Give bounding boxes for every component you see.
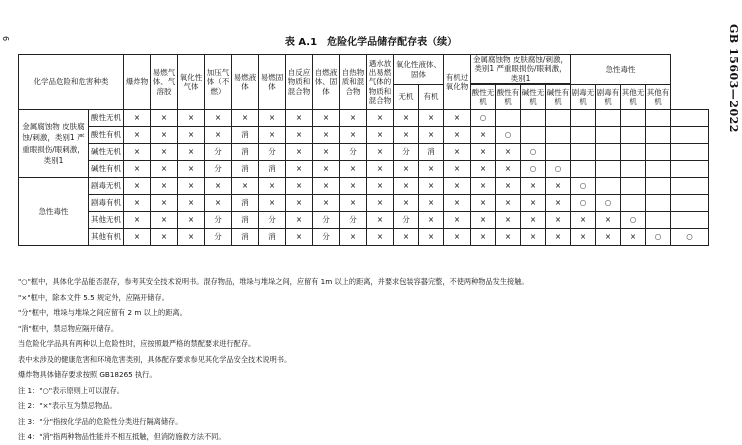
table-cell: ×	[178, 127, 205, 144]
table-cell: ○	[646, 229, 671, 246]
table-cell: 消	[259, 161, 286, 178]
table-cell: 消	[232, 229, 259, 246]
table-cell: ×	[546, 212, 571, 229]
table-cell: ×	[205, 178, 232, 195]
table-cell: ×	[394, 178, 419, 195]
note-line: 注 1："○"表示原则上可以混存。	[18, 385, 124, 395]
table-cell	[621, 161, 646, 178]
table-cell: ×	[124, 144, 151, 161]
table-row	[19, 178, 709, 195]
row-label: 剧毒有机	[89, 195, 124, 212]
col-header-self-reactive: 自反应物质和混合物	[286, 55, 313, 110]
table-cell: 分	[394, 212, 419, 229]
table-cell: ×	[546, 229, 571, 246]
table-cell: ×	[232, 110, 259, 127]
table-cell: 消	[232, 161, 259, 178]
table-cell: ×	[313, 161, 340, 178]
table-cell	[596, 178, 621, 195]
table-cell: ×	[178, 195, 205, 212]
note-line: 爆炸物具体储存要求按照 GB18265 执行。	[18, 370, 157, 379]
table-cell	[621, 127, 646, 144]
table-cell: ×	[419, 161, 444, 178]
note-line: "分"框中，堆垛与堆垛之间应留有 2 m 以上的距离。	[18, 308, 187, 317]
table-row	[19, 229, 709, 246]
table-cell: ×	[124, 212, 151, 229]
table-cell: ×	[151, 229, 178, 246]
table-cell: ×	[546, 178, 571, 195]
row-group-label: 金属腐蚀物 皮肤腐蚀/刺激，类别1 严重眼损伤/眼刺激，类别1	[19, 110, 89, 178]
col-header-oxidizer: 氧化性液体、固体	[394, 55, 444, 85]
table-cell: ○	[571, 178, 596, 195]
table-cell: ○	[571, 195, 596, 212]
table-title: 表 A.1 危险化学品储存配存表（续）	[284, 37, 458, 48]
table-row	[19, 195, 709, 212]
table-cell: ×	[205, 110, 232, 127]
table-cell: ×	[124, 229, 151, 246]
table-cell: ×	[471, 161, 496, 178]
table-cell: 分	[205, 144, 232, 161]
table-cell: ×	[496, 195, 521, 212]
table-cell: ×	[496, 178, 521, 195]
table-cell: 分	[313, 229, 340, 246]
table-cell: ×	[496, 144, 521, 161]
table-cell	[621, 178, 646, 195]
table-cell: ×	[471, 229, 496, 246]
table-cell	[671, 110, 709, 127]
storage-compatibility-table	[18, 54, 709, 246]
table-cell	[596, 161, 621, 178]
table-cell: ×	[394, 110, 419, 127]
table-cell: ×	[340, 178, 367, 195]
table-cell: ×	[367, 229, 394, 246]
table-cell: ×	[419, 127, 444, 144]
table-cell: ×	[471, 212, 496, 229]
table-cell	[621, 110, 646, 127]
table-cell: ×	[286, 127, 313, 144]
table-row	[19, 144, 709, 161]
table-cell	[671, 195, 709, 212]
table-cell: ×	[259, 178, 286, 195]
table-cell: ×	[151, 212, 178, 229]
table-row	[19, 127, 709, 144]
sub-header: 酸性有机	[496, 85, 521, 110]
table-cell: ×	[521, 212, 546, 229]
table-cell	[646, 110, 671, 127]
table-cell: ×	[419, 195, 444, 212]
col-header-flammable-liquid: 易燃液体	[232, 55, 259, 110]
corner-header: 化学品危险和危害种类	[19, 55, 124, 110]
table-cell: ○	[471, 110, 496, 127]
table-cell: ×	[496, 161, 521, 178]
row-label: 碱性无机	[89, 144, 124, 161]
table-cell: ×	[313, 127, 340, 144]
table-cell: ×	[124, 195, 151, 212]
table-cell: ×	[596, 212, 621, 229]
table-cell: 分	[340, 144, 367, 161]
table-cell: 分	[205, 212, 232, 229]
table-cell	[646, 178, 671, 195]
col-header-corrosive: 金属腐蚀物 皮肤腐蚀/刺激，类别1 严重眼损伤/眼刺激，类别1	[471, 55, 571, 84]
table-cell: ×	[571, 212, 596, 229]
table-cell: 分	[205, 229, 232, 246]
table-cell: ×	[444, 161, 471, 178]
table-cell: ×	[546, 195, 571, 212]
col-header-acute-toxicity: 急性毒性	[571, 55, 671, 85]
table-cell: ○	[546, 161, 571, 178]
table-cell: ×	[444, 178, 471, 195]
table-cell: ×	[178, 178, 205, 195]
table-cell: ×	[471, 195, 496, 212]
table-cell: ×	[340, 161, 367, 178]
note-line: "×"框中，除本文件 5.5 规定外，应隔开储存。	[18, 292, 169, 302]
table-cell	[646, 144, 671, 161]
table-cell: ×	[124, 110, 151, 127]
table-cell: ×	[340, 110, 367, 127]
table-cell: 消	[232, 144, 259, 161]
col-header-self-heating: 自热物质和混合物	[340, 55, 367, 110]
table-cell: ×	[124, 161, 151, 178]
table-cell: ×	[286, 178, 313, 195]
table-cell: ×	[178, 229, 205, 246]
table-row	[19, 110, 709, 127]
row-label: 剧毒无机	[89, 178, 124, 195]
table-cell: ×	[178, 161, 205, 178]
table-cell	[621, 195, 646, 212]
sub-header: 碱性有机	[546, 85, 571, 110]
table-cell: ×	[419, 110, 444, 127]
table-cell: ×	[621, 229, 646, 246]
standard-code: GB 15603—2022	[727, 24, 740, 133]
table-cell: ×	[394, 161, 419, 178]
table-cell	[571, 144, 596, 161]
table-cell	[571, 161, 596, 178]
note-line: 注 3："分"指按化学品的危险性分类进行隔离储存。	[18, 416, 183, 426]
table-cell: ×	[340, 229, 367, 246]
row-label: 其他无机	[89, 212, 124, 229]
table-cell: 消	[232, 195, 259, 212]
table-cell	[546, 110, 571, 127]
sub-header: 其他有机	[646, 85, 671, 110]
col-header-pressurized-gas: 加压气体（不燃）	[205, 55, 232, 110]
table-cell: ×	[367, 110, 394, 127]
table-cell	[521, 127, 546, 144]
table-cell: ×	[521, 229, 546, 246]
table-cell: ×	[178, 110, 205, 127]
table-cell: ×	[259, 127, 286, 144]
table-cell: ×	[394, 195, 419, 212]
col-header-pyrophoric: 自燃液体、固体	[313, 55, 340, 110]
table-cell: 消	[232, 127, 259, 144]
table-row	[19, 161, 709, 178]
table-cell: ×	[259, 110, 286, 127]
table-cell: ○	[521, 144, 546, 161]
table-cell	[596, 144, 621, 161]
table-cell: ×	[340, 195, 367, 212]
table-cell: ×	[313, 110, 340, 127]
table-cell: ○	[621, 212, 646, 229]
table-cell: ×	[313, 178, 340, 195]
table-cell	[621, 144, 646, 161]
table-cell: ×	[496, 212, 521, 229]
sub-header: 酸性无机	[471, 85, 496, 110]
col-header-flammable-solid: 易燃固体	[259, 55, 286, 110]
table-cell: ×	[367, 161, 394, 178]
table-cell: ×	[367, 178, 394, 195]
table-cell: ×	[178, 212, 205, 229]
table-cell	[646, 195, 671, 212]
table-cell: ×	[444, 144, 471, 161]
table-cell: ×	[444, 229, 471, 246]
table-cell: ×	[571, 229, 596, 246]
table-cell: 分	[340, 212, 367, 229]
table-cell: ×	[151, 144, 178, 161]
row-group-label: 急性毒性	[19, 178, 89, 246]
table-cell: ×	[151, 178, 178, 195]
table-cell: 消	[419, 144, 444, 161]
sub-header: 剧毒无机	[571, 85, 596, 110]
note-line: "消"框中，禁忌物应隔开储存。	[18, 323, 119, 333]
table-cell	[646, 212, 671, 229]
row-label: 其他有机	[89, 229, 124, 246]
table-cell: ×	[521, 178, 546, 195]
page-number: 6	[1, 35, 11, 42]
table-cell	[571, 110, 596, 127]
table-cell	[571, 127, 596, 144]
table-cell: ×	[521, 195, 546, 212]
table-cell	[596, 127, 621, 144]
table-cell: ×	[124, 178, 151, 195]
table-row	[19, 212, 709, 229]
sub-header: 碱性无机	[521, 85, 546, 110]
table-cell: ×	[419, 229, 444, 246]
table-cell: ×	[394, 127, 419, 144]
table-cell: ×	[419, 212, 444, 229]
table-cell: ×	[286, 195, 313, 212]
col-header-explosives: 爆炸物	[124, 55, 151, 110]
table-cell: ×	[205, 127, 232, 144]
note-line: "○"框中，具体化学品能否混存，参考其安全技术说明书。混存物品，堆垛与堆垛之间，应留有 1m 以上的距离，并要求包装容器完整，不使两种物品发生接触。	[18, 277, 529, 286]
table-cell: ×	[151, 195, 178, 212]
table-cell: 消	[232, 212, 259, 229]
table-cell: ×	[151, 110, 178, 127]
table-cell: 分	[259, 212, 286, 229]
table-cell	[646, 127, 671, 144]
notes-section	[18, 274, 718, 445]
table-cell: ×	[394, 229, 419, 246]
sub-header: 无机	[394, 85, 419, 110]
table-cell: ○	[671, 229, 709, 246]
table-cell: ×	[259, 195, 286, 212]
table-cell: ×	[286, 161, 313, 178]
table-cell: ×	[367, 212, 394, 229]
table-cell	[671, 127, 709, 144]
note-line: 注 2："×"表示互为禁忌物品。	[18, 401, 117, 410]
table-cell: ×	[205, 195, 232, 212]
sub-header: 剧毒有机	[596, 85, 621, 110]
table-cell: ×	[367, 144, 394, 161]
table-cell	[546, 144, 571, 161]
col-header-flammable-gas: 易燃气体、气溶胶	[151, 55, 178, 110]
table-cell: ×	[340, 127, 367, 144]
note-line: 当危险化学品具有两种以上危险性时，应按照最严格的禁配要求进行配存。	[18, 339, 256, 348]
row-label: 酸性无机	[89, 110, 124, 127]
table-cell: ×	[596, 229, 621, 246]
table-cell: ×	[471, 178, 496, 195]
col-header-water-reactive: 遇水放出易燃气体的物质和混合物	[367, 55, 394, 110]
table-cell: ×	[313, 195, 340, 212]
table-cell: ×	[313, 144, 340, 161]
col-header-organic-peroxide: 有机过氧化物	[444, 55, 471, 110]
table-cell: ×	[471, 127, 496, 144]
table-cell: ×	[444, 212, 471, 229]
table-cell: ×	[367, 127, 394, 144]
table-cell: ×	[178, 144, 205, 161]
table-cell: ×	[444, 127, 471, 144]
table-cell: ○	[496, 127, 521, 144]
table-cell: ×	[286, 212, 313, 229]
table-cell: ×	[444, 195, 471, 212]
table-cell: ○	[521, 161, 546, 178]
table-cell: 分	[394, 144, 419, 161]
row-label: 碱性有机	[89, 161, 124, 178]
table-cell: 分	[205, 161, 232, 178]
sub-header: 有机	[419, 85, 444, 110]
table-cell	[671, 178, 709, 195]
table-cell: ×	[232, 178, 259, 195]
table-cell: ×	[151, 127, 178, 144]
table-cell: ○	[596, 195, 621, 212]
table-cell: 分	[259, 144, 286, 161]
table-cell: 消	[259, 229, 286, 246]
table-cell: ×	[419, 178, 444, 195]
table-cell	[671, 161, 709, 178]
sub-header: 其他无机	[621, 85, 646, 110]
row-label: 酸性有机	[89, 127, 124, 144]
table-cell: ×	[444, 110, 471, 127]
table-cell: ×	[367, 195, 394, 212]
note-line: 表中未涉及的健康危害和环境危害类别，具体配存要求参见其化学品安全技术说明书。	[18, 354, 292, 364]
table-cell	[546, 127, 571, 144]
table-cell: ×	[286, 110, 313, 127]
table-cell	[671, 144, 709, 161]
table-cell	[596, 110, 621, 127]
table-cell: ×	[496, 229, 521, 246]
col-header-oxidizing-gas: 氧化性气体	[178, 55, 205, 110]
table-cell: ×	[471, 144, 496, 161]
table-cell: ×	[286, 144, 313, 161]
table-cell: ×	[124, 127, 151, 144]
table-cell	[521, 110, 546, 127]
table-cell	[496, 110, 521, 127]
table-cell: 分	[313, 212, 340, 229]
table-cell: ×	[151, 161, 178, 178]
table-cell	[671, 212, 709, 229]
note-line: 注 4："消"指两种物品性能并不相互抵触，但消防施救方法不同。	[18, 432, 226, 441]
table-cell: ×	[286, 229, 313, 246]
table-cell	[646, 161, 671, 178]
